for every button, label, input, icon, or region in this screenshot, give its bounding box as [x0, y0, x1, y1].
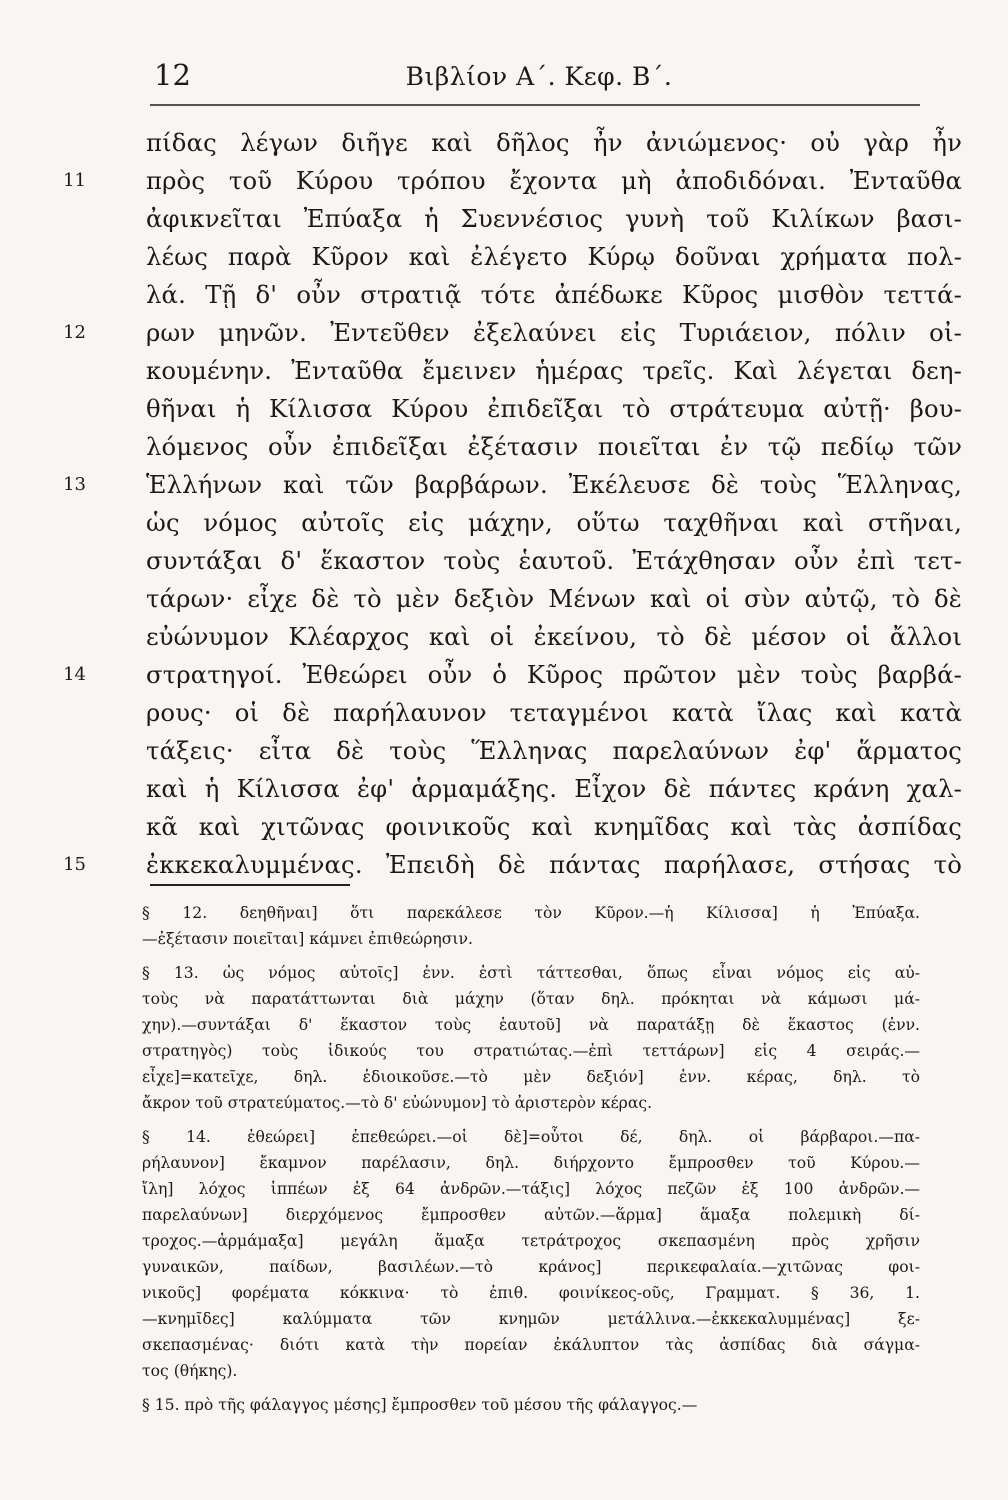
- footnote-line: τοὺς νὰ παρατάττωνται διὰ μάχην (ὅταν δηλ. πρόκηται νὰ κάμωσι μά-: [142, 990, 920, 1008]
- text-line: [42, 808, 972, 846]
- line-text: στρατηγοί. Ἐθεώρει οὖν ὁ Κῦρος πρῶτον μὲν τοὺς βαρβά-: [146, 660, 962, 689]
- text-line: [42, 162, 972, 200]
- text-line: [42, 504, 972, 542]
- header-rule: [150, 104, 920, 106]
- line-text: ἐκκεκαλυμμένας. Ἐπειδὴ δὲ πάντας παρήλασε, στήσας τὸ: [146, 850, 962, 879]
- section-number: 15: [63, 854, 86, 875]
- main-text: [42, 124, 972, 884]
- footnote-line: γυναικῶν, παίδων, βασιλέων.—τὸ κράνος] περικεφαλαία.—χιτῶνας φοι-: [142, 1258, 920, 1276]
- page-header: [150, 56, 910, 100]
- text-line: [42, 542, 972, 580]
- text-line: [42, 238, 972, 276]
- footnote-line: ρήλαυνον] ἔκαμνον παρέλασιν, δηλ. διήρχοντο ἔμπροσθεν τοῦ Κύρου.—: [142, 1154, 920, 1172]
- text-line: [42, 352, 972, 390]
- footnote-line: τος (θήκης).: [142, 1362, 238, 1380]
- text-line: [42, 770, 972, 808]
- text-line: [42, 466, 972, 504]
- footnotes: [142, 900, 920, 1418]
- text-line: [42, 428, 972, 466]
- running-title: Βιβλίον Α΄. Κεφ. Β΄.: [405, 62, 673, 91]
- line-text: τάρων· εἶχε δὲ τὸ μὲν δεξιὸν Μένων καὶ οἱ σὺν αὐτῷ, τὸ δὲ: [146, 584, 962, 613]
- text-line: [42, 276, 972, 314]
- line-text: ὡς νόμος αὐτοῖς εἰς μάχην, οὕτω ταχθῆναι καὶ στῆναι,: [146, 508, 962, 537]
- text-line: [42, 846, 972, 884]
- text-line: [42, 694, 972, 732]
- footnote-line: ἄκρον τοῦ στρατεύματος.—τὸ δ' εὐώνυμον] τὸ ἀριστερὸν κέρας.: [142, 1094, 653, 1112]
- text-line: [42, 390, 972, 428]
- footnote-line: § 12. δεηθῆναι] ὅτι παρεκάλεσε τὸν Κῦρον.—ἡ Κίλισσα] ἡ Ἐπύαξα.: [142, 904, 920, 922]
- text-line: [42, 732, 972, 770]
- section-number: 11: [63, 170, 86, 191]
- line-text: καὶ ἡ Κίλισσα ἐφ' ἁρμαμάξης. Εἶχον δὲ πάντες κράνη χαλ-: [146, 774, 962, 803]
- text-line: [42, 200, 972, 238]
- line-text: Ἑλλήνων καὶ τῶν βαρβάρων. Ἐκέλευσε δὲ τοὺς Ἕλληνας,: [146, 470, 962, 499]
- section-number: 14: [63, 664, 86, 685]
- line-text: ρων μηνῶν. Ἐντεῦθεν ἐξελαύνει εἰς Τυριάειον, πόλιν οἰ-: [146, 318, 962, 347]
- footnote-line: —ἐξέτασιν ποιεῖται] κάμνει ἐπιθεώρησιν.: [142, 930, 473, 948]
- text-line: [42, 656, 972, 694]
- footnote-line: παρελαύνων] διερχόμενος ἔμπροσθεν αὐτῶν.—ἅρμα] ἅμαξα πολεμικὴ δί-: [142, 1206, 920, 1224]
- line-text: λόμενος οὖν ἐπιδεῖξαι ἐξέτασιν ποιεῖται ἐν τῷ πεδίῳ τῶν: [146, 432, 962, 461]
- section-number: 12: [63, 322, 86, 343]
- line-text: πρὸς τοῦ Κύρου τρόπου ἔχοντα μὴ ἀποδιδόναι. Ἐνταῦθα: [146, 166, 962, 195]
- line-text: λά. Τῇ δ' οὖν στρατιᾷ τότε ἀπέδωκε Κῦρος μισθὸν τεττά-: [146, 280, 962, 309]
- footnote-line: τροχος.—ἁρμάμαξα] μεγάλη ἅμαξα τετράτροχος σκεπασμένη πρὸς χρῆσιν: [142, 1232, 920, 1250]
- page-number: 12: [154, 58, 191, 92]
- footnote-line: § 14. ἐθεώρει] ἐπεθεώρει.—οἱ δὲ]=οὗτοι δέ, δηλ. οἱ βάρβαροι.—πα-: [142, 1128, 920, 1146]
- line-text: θῆναι ἡ Κίλισσα Κύρου ἐπιδεῖξαι τὸ στράτευμα αὐτῇ· βου-: [146, 394, 962, 423]
- footnote-line: σκεπασμένας· διότι κατὰ τὴν πορείαν ἐκάλυπτον τὰς ἀσπίδας διὰ σάγμα-: [142, 1336, 920, 1354]
- footnote-line: § 13. ὡς νόμος αὐτοῖς] ἐνν. ἐστὶ τάττεσθαι, ὅπως εἶναι νόμος εἰς αὐ-: [142, 964, 920, 982]
- line-text: ρους· οἱ δὲ παρήλαυνον τεταγμένοι κατὰ ἴλας καὶ κατὰ: [146, 698, 962, 727]
- line-text: λέως παρὰ Κῦρον καὶ ἐλέγετο Κύρῳ δοῦναι χρήματα πολ-: [146, 242, 962, 271]
- footnote-line: νικοῦς] φορέματα κόκκινα· τὸ ἐπιθ. φοινίκεος-οῦς, Γραμματ. § 36, 1.: [142, 1284, 920, 1302]
- text-line: [42, 580, 972, 618]
- line-text: συντάξαι δ' ἕκαστον τοὺς ἑαυτοῦ. Ἐτάχθησαν οὖν ἐπὶ τετ-: [146, 546, 962, 575]
- footnote-line: χην).—συντάξαι δ' ἕκαστον τοὺς ἑαυτοῦ] νὰ παρατάξῃ δὲ ἕκαστος (ἐνν.: [142, 1016, 920, 1034]
- footnote-line: § 15. πρὸ τῆς φάλαγγος μέσης] ἔμπροσθεν τοῦ μέσου τῆς φάλαγγος.—: [142, 1396, 698, 1414]
- footnote-line: στρατηγὸς) τοὺς ἰδικούς του στρατιώτας.—ἐπὶ τεττάρων] εἰς 4 σειράς.—: [142, 1042, 920, 1060]
- line-text: κουμένην. Ἐνταῦθα ἔμεινεν ἡμέρας τρεῖς. Καὶ λέγεται δεη-: [146, 356, 962, 385]
- text-line: [42, 124, 972, 162]
- footnote-line: εἶχε]=κατεῖχε, δηλ. ἐδιοικοῦσε.—τὸ μὲν δεξιόν] ἐνν. κέρας, δηλ. τὸ: [142, 1068, 920, 1086]
- section-number: 13: [63, 474, 86, 495]
- line-text: κᾶ καὶ χιτῶνας φοινικοῦς καὶ κνημῖδας καὶ τὰς ἀσπίδας: [146, 812, 962, 841]
- footnote-rule: [150, 884, 350, 886]
- footnote-line: ἴλη] λόχος ἱππέων ἐξ 64 ἀνδρῶν.—τάξις] λόχος πεζῶν ἐξ 100 ἀνδρῶν.—: [142, 1180, 920, 1198]
- text-line: [42, 314, 972, 352]
- line-text: τάξεις· εἶτα δὲ τοὺς Ἕλληνας παρελαύνων ἐφ' ἅρματος: [146, 736, 962, 765]
- footnote-line: —κνημῖδες] καλύμματα τῶν κνημῶν μετάλλινα.—ἐκκεκαλυμμένας] ξε-: [142, 1310, 920, 1328]
- line-text: πίδας λέγων διῆγε καὶ δῆλος ἦν ἀνιώμενος· οὐ γὰρ ἦν: [146, 128, 962, 157]
- text-line: [42, 618, 972, 656]
- line-text: εὐώνυμον Κλέαρχος καὶ οἱ ἐκείνου, τὸ δὲ μέσον οἱ ἄλλοι: [146, 622, 962, 651]
- line-text: ἀφικνεῖται Ἐπύαξα ἡ Συεννέσιος γυνὴ τοῦ Κιλίκων βασι-: [146, 204, 962, 233]
